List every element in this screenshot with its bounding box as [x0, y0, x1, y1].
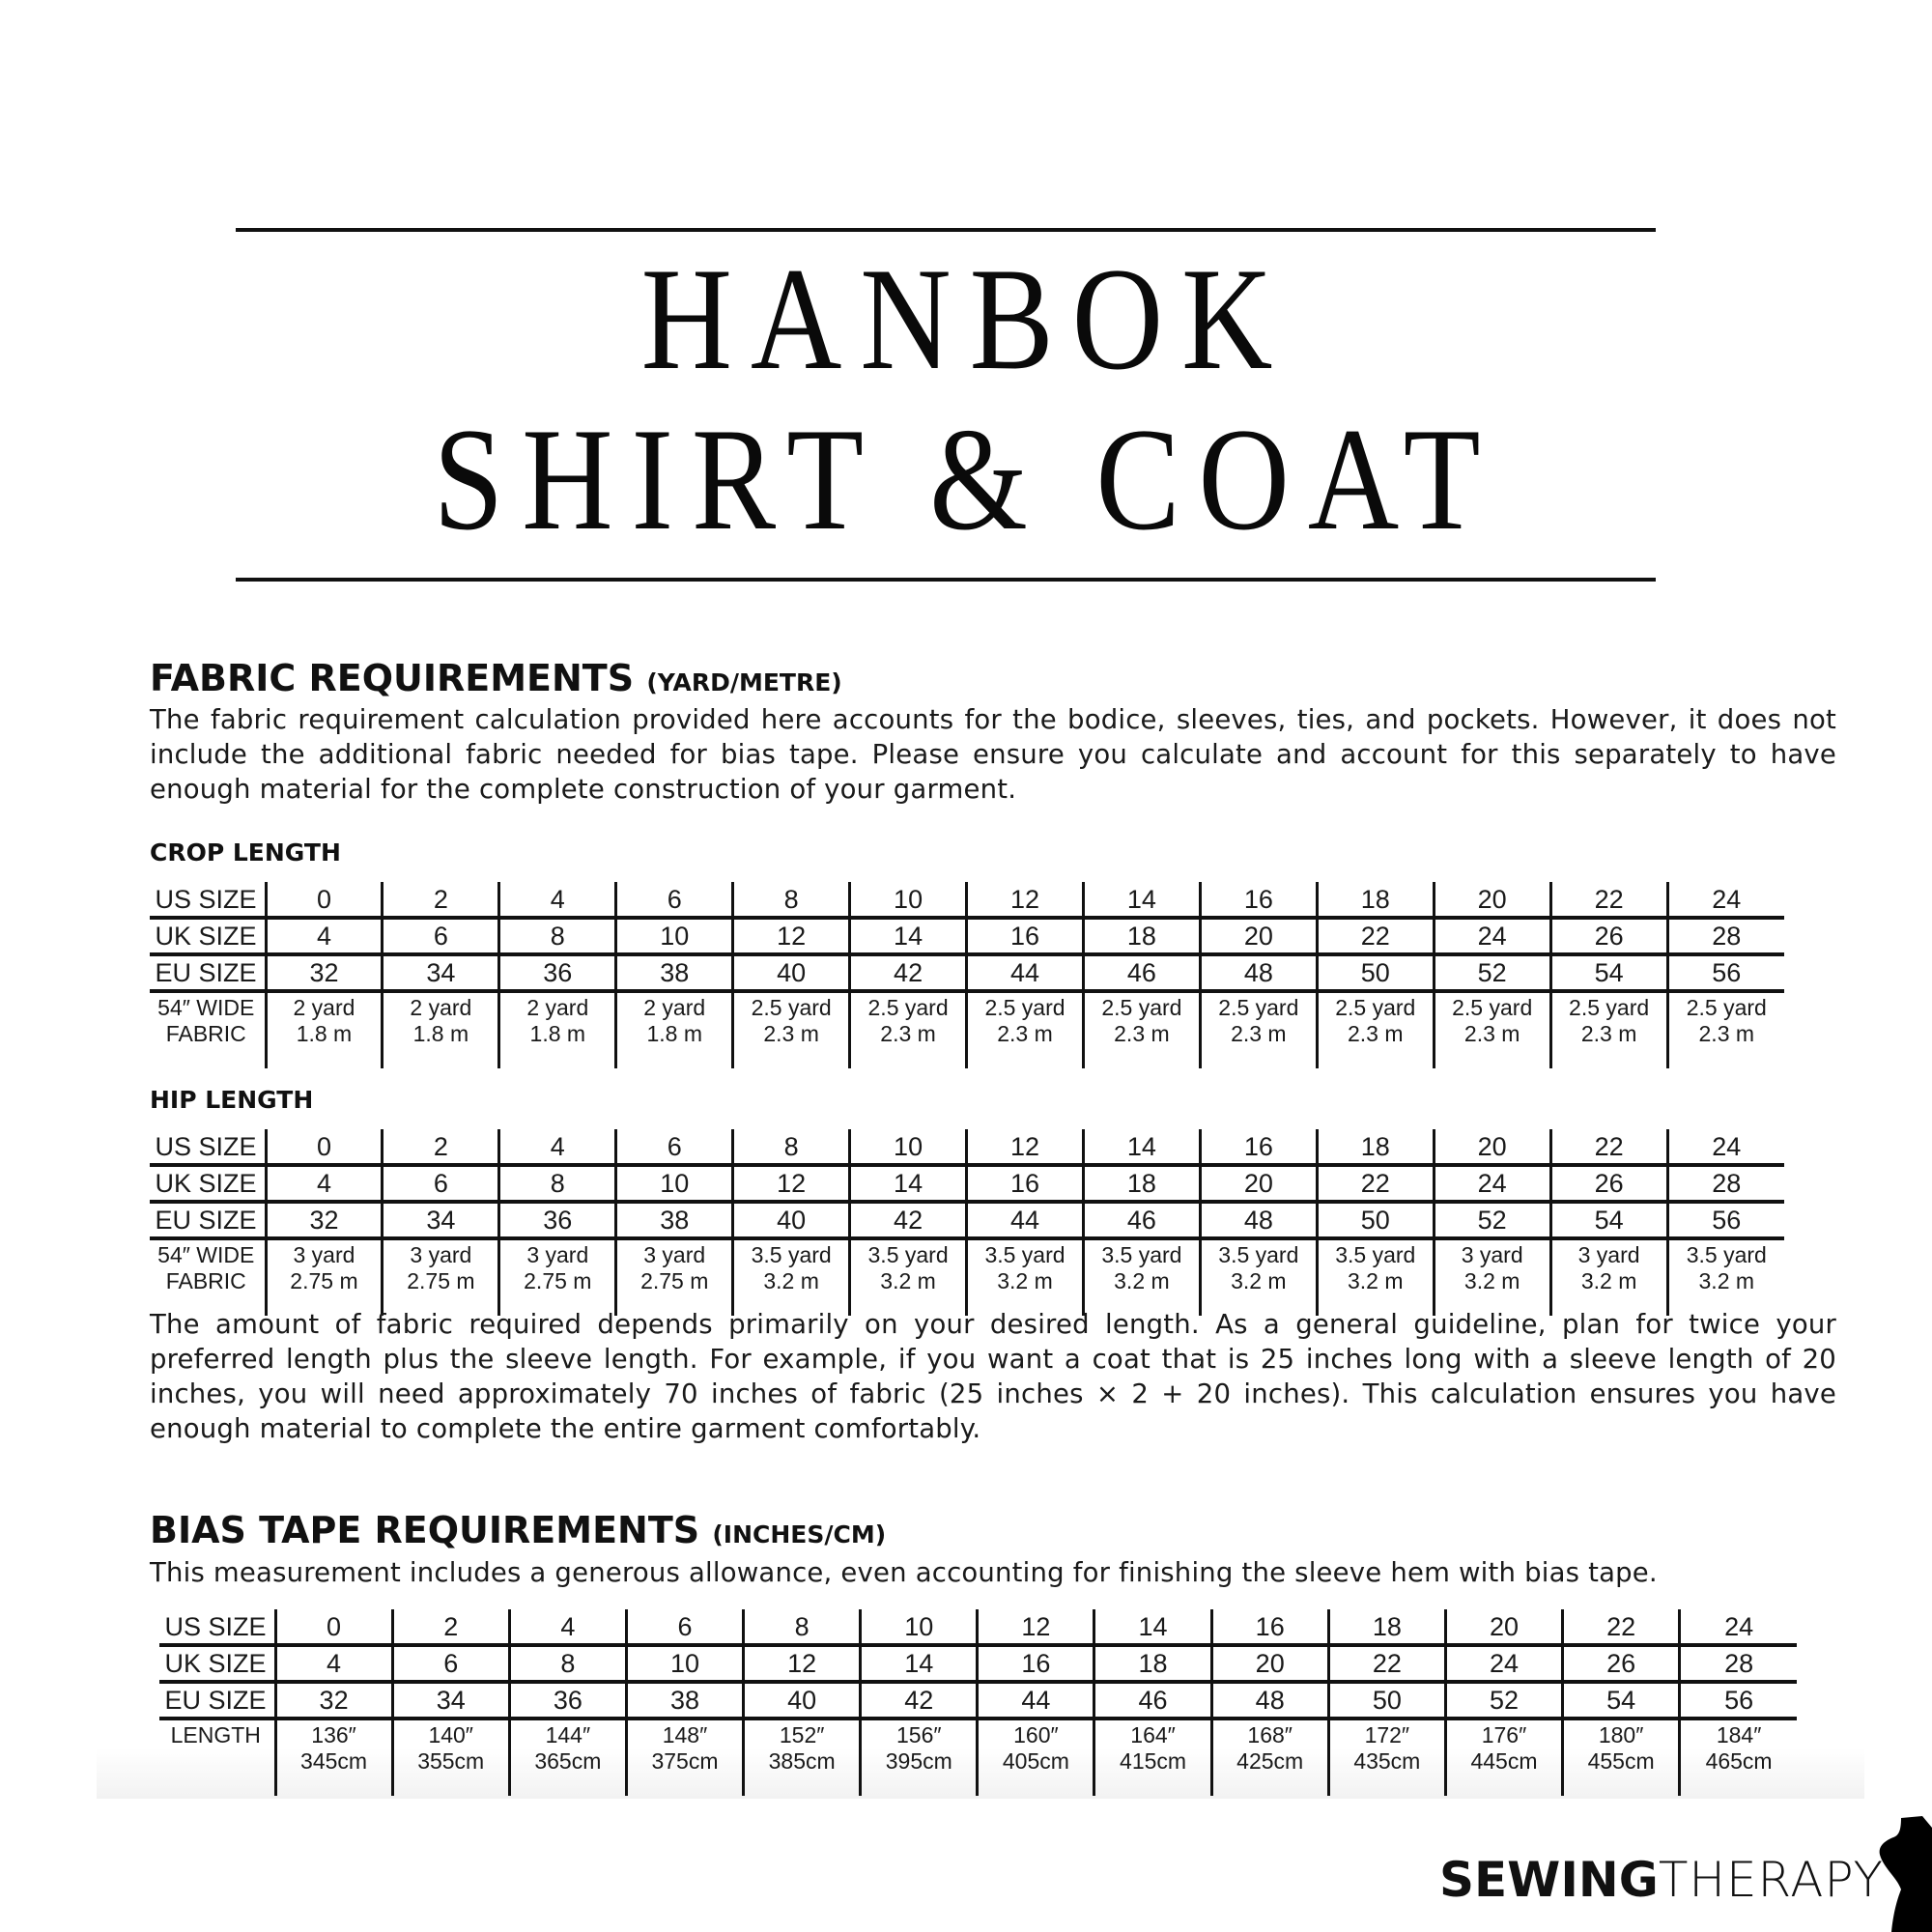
- table-cell: 38: [616, 954, 733, 991]
- cell-line-1: 3.5 yard: [984, 1242, 1065, 1267]
- table-cell: [1317, 991, 1434, 1068]
- table-cell: [499, 991, 616, 1068]
- cell-line-1: 2.5 yard: [751, 995, 832, 1020]
- title-rule-bottom: [236, 578, 1656, 582]
- bias-tape-table: [159, 1609, 1797, 1796]
- table-cell: 2: [383, 1129, 499, 1165]
- cell-line-2: 2.3 m: [1698, 1021, 1755, 1046]
- table-cell: [1445, 1719, 1562, 1796]
- table-cell: 18: [1317, 1129, 1434, 1165]
- fabric-heading-text: FABRIC REQUIREMENTS: [150, 657, 635, 699]
- table-cell: 14: [861, 1645, 978, 1682]
- cell-line-1: 3.5 yard: [1101, 1242, 1182, 1267]
- table-cell: 10: [861, 1609, 978, 1645]
- logo-text-bold: SEWING: [1439, 1852, 1659, 1908]
- cell-line-2: 2.75 m: [290, 1268, 358, 1293]
- cell-line-1: 2.5 yard: [1686, 995, 1767, 1020]
- cell-line-1: 3 yard: [643, 1242, 706, 1267]
- cell-line-1: 2 yard: [293, 995, 355, 1020]
- table-cell: [978, 1719, 1094, 1796]
- cell-line-2: 3.2 m: [763, 1268, 819, 1293]
- table-cell: 34: [383, 1202, 499, 1238]
- table-cell: 22: [1563, 1609, 1680, 1645]
- cell-line-2: 3.2 m: [1698, 1268, 1755, 1293]
- table-cell: 54: [1550, 1202, 1667, 1238]
- table-cell: 18: [1083, 1165, 1200, 1202]
- table-cell: 40: [744, 1682, 861, 1719]
- cell-line-1: 2.5 yard: [1335, 995, 1416, 1020]
- cell-line-2: 2.3 m: [1231, 1021, 1287, 1046]
- table-cell: 24: [1445, 1645, 1562, 1682]
- fabric-intro-paragraph: The fabric requirement calculation provided here accounts for the bodice, sleeves, ties, and pockets. However, it does not include the additional fabric needed for bias tape. Please ensure you calculate and account for this separately to have enough material for the complete construction of your garment.: [150, 704, 1836, 805]
- table-cell: 10: [616, 1165, 733, 1202]
- cell-line-1: 3.5 yard: [1686, 1242, 1767, 1267]
- table-cell: 0: [275, 1609, 392, 1645]
- table-cell: 2: [392, 1609, 509, 1645]
- cell-line-2: 2.75 m: [407, 1268, 475, 1293]
- table-row-us: [159, 1609, 1797, 1645]
- table-cell: 22: [1550, 1129, 1667, 1165]
- table-cell: [1200, 991, 1317, 1068]
- cell-line-2: 1.8 m: [412, 1021, 469, 1046]
- table-row-uk: [159, 1645, 1797, 1682]
- table-cell: 6: [383, 918, 499, 954]
- table-cell: [1094, 1719, 1211, 1796]
- table-cell: [967, 1238, 1084, 1316]
- cell-line-2: 1.8 m: [646, 1021, 702, 1046]
- cell-line-1: 184″: [1716, 1722, 1762, 1747]
- table-cell: 42: [861, 1682, 978, 1719]
- cell-line-2: 365cm: [534, 1748, 602, 1774]
- table-cell: [1317, 1238, 1434, 1316]
- table-row-length: [159, 1719, 1797, 1796]
- cell-line-1: 3 yard: [1577, 1242, 1640, 1267]
- table-cell: [850, 991, 967, 1068]
- table-cell: 8: [733, 1129, 850, 1165]
- table-cell: 24: [1434, 1165, 1550, 1202]
- cell-line-2: 2.3 m: [1347, 1021, 1404, 1046]
- cell-line-1: 168″: [1247, 1722, 1293, 1747]
- table-cell: 8: [509, 1645, 626, 1682]
- table-cell: [275, 1719, 392, 1796]
- table-cell: [616, 991, 733, 1068]
- table-cell: 8: [499, 918, 616, 954]
- table-cell: [383, 1238, 499, 1316]
- table-cell: 22: [1550, 882, 1667, 918]
- table-cell: 42: [850, 954, 967, 991]
- cell-line-1: 2 yard: [410, 995, 472, 1020]
- table-cell: 44: [978, 1682, 1094, 1719]
- table-cell: 52: [1434, 954, 1550, 991]
- table-cell: 20: [1200, 918, 1317, 954]
- cell-line-2: 385cm: [768, 1748, 836, 1774]
- cell-line-2: 3.2 m: [1580, 1268, 1637, 1293]
- table-cell: 50: [1328, 1682, 1445, 1719]
- fabric-heading-unit: (YARD/METRE): [646, 668, 842, 696]
- table-cell: 34: [383, 954, 499, 991]
- row-label-fabric: [150, 991, 266, 1068]
- cell-line-1: 2 yard: [643, 995, 706, 1020]
- cell-line-2: 3.2 m: [997, 1268, 1053, 1293]
- cell-line-2: 3.2 m: [1231, 1268, 1287, 1293]
- table-cell: [967, 991, 1084, 1068]
- table-cell: 36: [499, 954, 616, 991]
- table-cell: 56: [1680, 1682, 1797, 1719]
- cell-line-1: 2.5 yard: [1569, 995, 1650, 1020]
- table-cell: 6: [383, 1165, 499, 1202]
- cell-line-2: 465cm: [1705, 1748, 1773, 1774]
- table-cell: 52: [1434, 1202, 1550, 1238]
- table-cell: 36: [499, 1202, 616, 1238]
- crop-length-table: [150, 882, 1784, 1068]
- cell-line-1: 136″: [311, 1722, 356, 1747]
- cell-line-2: 395cm: [885, 1748, 952, 1774]
- cell-line-1: 3.5 yard: [1335, 1242, 1416, 1267]
- cell-line-2: 1.8 m: [296, 1021, 353, 1046]
- cell-line-1: 2.5 yard: [984, 995, 1065, 1020]
- cell-line-1: 3.5 yard: [1218, 1242, 1299, 1267]
- table-cell: 50: [1317, 954, 1434, 991]
- row-label-us: US SIZE: [150, 882, 266, 918]
- cell-line-2: 345cm: [300, 1748, 368, 1774]
- row-label-line: FABRIC: [165, 1268, 246, 1293]
- table-cell: 38: [616, 1202, 733, 1238]
- table-cell: 24: [1667, 1129, 1784, 1165]
- table-cell: 4: [266, 1165, 383, 1202]
- cell-line-1: 152″: [779, 1722, 825, 1747]
- table-cell: 14: [1083, 882, 1200, 918]
- cell-line-1: 172″: [1364, 1722, 1410, 1747]
- table-cell: 0: [266, 882, 383, 918]
- row-label-eu: EU SIZE: [150, 1202, 266, 1238]
- table-cell: 56: [1667, 954, 1784, 991]
- bias-tape-heading: [150, 1509, 886, 1551]
- table-cell: 14: [1094, 1609, 1211, 1645]
- row-label-line: FABRIC: [165, 1021, 246, 1046]
- cell-line-1: 2.5 yard: [1452, 995, 1533, 1020]
- table-cell: 10: [850, 1129, 967, 1165]
- table-cell: 4: [499, 1129, 616, 1165]
- table-row-fabric: [150, 991, 1784, 1068]
- table-cell: 26: [1550, 918, 1667, 954]
- cell-line-1: 2 yard: [526, 995, 589, 1020]
- cell-line-1: 148″: [662, 1722, 708, 1747]
- table-cell: 4: [509, 1609, 626, 1645]
- cell-line-1: 2.5 yard: [1218, 995, 1299, 1020]
- row-label-uk: UK SIZE: [159, 1645, 275, 1682]
- row-label-length: LENGTH: [170, 1722, 261, 1747]
- table-cell: 46: [1083, 954, 1200, 991]
- table-cell: 16: [1200, 1129, 1317, 1165]
- cell-line-1: 3 yard: [410, 1242, 472, 1267]
- table-cell: 12: [733, 918, 850, 954]
- table-cell: 18: [1328, 1609, 1445, 1645]
- table-cell: 26: [1550, 1165, 1667, 1202]
- table-row-uk: [150, 918, 1784, 954]
- bias-heading-text: BIAS TAPE REQUIREMENTS: [150, 1509, 700, 1551]
- table-cell: 8: [499, 1165, 616, 1202]
- table-cell: 34: [392, 1682, 509, 1719]
- cell-line-2: 2.75 m: [524, 1268, 592, 1293]
- table-cell: [1083, 1238, 1200, 1316]
- cell-line-2: 2.3 m: [1463, 1021, 1520, 1046]
- table-cell: 26: [1563, 1645, 1680, 1682]
- fabric-requirements-heading: [150, 657, 842, 699]
- row-label-line: 54″ WIDE: [157, 995, 255, 1020]
- cell-line-2: 3.2 m: [1114, 1268, 1170, 1293]
- table-cell: 56: [1667, 1202, 1784, 1238]
- table-cell: [1563, 1719, 1680, 1796]
- table-cell: 6: [392, 1645, 509, 1682]
- cell-line-1: 2.5 yard: [1101, 995, 1182, 1020]
- table-cell: 52: [1445, 1682, 1562, 1719]
- cell-line-1: 3.5 yard: [751, 1242, 832, 1267]
- table-cell: 32: [266, 1202, 383, 1238]
- table-cell: 46: [1083, 1202, 1200, 1238]
- table-cell: 24: [1680, 1609, 1797, 1645]
- table-cell: [626, 1719, 743, 1796]
- table-cell: 40: [733, 1202, 850, 1238]
- table-cell: 8: [733, 882, 850, 918]
- table-cell: 44: [967, 954, 1084, 991]
- table-cell: [266, 991, 383, 1068]
- table-cell: 12: [967, 1129, 1084, 1165]
- sewing-therapy-logo: [1439, 1853, 1884, 1907]
- table-cell: [861, 1719, 978, 1796]
- table-cell: 4: [499, 882, 616, 918]
- table-row-us: [150, 1129, 1784, 1165]
- cell-line-2: 405cm: [1002, 1748, 1069, 1774]
- table-cell: [266, 1238, 383, 1316]
- dress-form-icon: [1872, 1816, 1932, 1932]
- table-cell: 42: [850, 1202, 967, 1238]
- row-label-eu: EU SIZE: [159, 1682, 275, 1719]
- table-cell: 44: [967, 1202, 1084, 1238]
- table-cell: 20: [1434, 882, 1550, 918]
- table-cell: 24: [1434, 918, 1550, 954]
- table-cell: [1667, 1238, 1784, 1316]
- row-label-uk: UK SIZE: [150, 1165, 266, 1202]
- table-cell: 48: [1200, 954, 1317, 991]
- table-cell: 48: [1211, 1682, 1328, 1719]
- table-cell: 6: [616, 1129, 733, 1165]
- table-cell: 10: [616, 918, 733, 954]
- table-cell: [1434, 991, 1550, 1068]
- table-cell: [744, 1719, 861, 1796]
- table-row-fabric: [150, 1238, 1784, 1316]
- table-cell: 24: [1667, 882, 1784, 918]
- table-cell: 22: [1328, 1645, 1445, 1682]
- table-cell: 20: [1200, 1165, 1317, 1202]
- table-cell: [1680, 1719, 1797, 1796]
- table-cell: 16: [1211, 1609, 1328, 1645]
- table-cell: 16: [1200, 882, 1317, 918]
- cell-line-2: 2.3 m: [880, 1021, 936, 1046]
- cell-line-2: 2.3 m: [997, 1021, 1053, 1046]
- table-cell: [733, 991, 850, 1068]
- table-cell: 12: [978, 1609, 1094, 1645]
- fabric-guideline-paragraph: The amount of fabric required depends primarily on your desired length. As a general guideline, plan for twice your preferred length plus the sleeve length. For example, if you want a coat that is 25 inches long with a sleeve length of 20 inches, you will need approximately 70 inches of fabric (25 inches × 2 + 20 inches). This calculation ensures you have enough material to complete the entire garment comfortably.: [150, 1309, 1836, 1444]
- cell-line-1: 144″: [545, 1722, 591, 1747]
- title-line-1: HANBOK: [640, 238, 1292, 400]
- row-label-us: US SIZE: [150, 1129, 266, 1165]
- table-cell: [1083, 991, 1200, 1068]
- table-cell: 22: [1317, 918, 1434, 954]
- table-cell: 12: [967, 882, 1084, 918]
- table-cell: 8: [744, 1609, 861, 1645]
- table-cell: 16: [967, 918, 1084, 954]
- table-row-eu: [150, 954, 1784, 991]
- row-label-us: US SIZE: [159, 1609, 275, 1645]
- cell-line-2: 3.2 m: [1463, 1268, 1520, 1293]
- table-cell: 50: [1317, 1202, 1434, 1238]
- table-cell: 36: [509, 1682, 626, 1719]
- cell-line-2: 2.3 m: [1580, 1021, 1637, 1046]
- table-cell: 0: [266, 1129, 383, 1165]
- table-cell: 16: [967, 1165, 1084, 1202]
- table-cell: 14: [1083, 1129, 1200, 1165]
- hip-length-table: [150, 1129, 1784, 1316]
- table-cell: [1550, 1238, 1667, 1316]
- table-cell: 28: [1680, 1645, 1797, 1682]
- cell-line-2: 1.8 m: [529, 1021, 586, 1046]
- table-row-us: [150, 882, 1784, 918]
- table-cell: [1550, 991, 1667, 1068]
- table-cell: 14: [850, 1165, 967, 1202]
- crop-length-heading: CROP LENGTH: [150, 838, 341, 867]
- table-cell: 32: [266, 954, 383, 991]
- table-cell: [392, 1719, 509, 1796]
- cell-line-2: 3.2 m: [1347, 1268, 1404, 1293]
- cell-line-1: 140″: [428, 1722, 473, 1747]
- table-cell: 18: [1083, 918, 1200, 954]
- table-cell: 32: [275, 1682, 392, 1719]
- table-cell: 6: [616, 882, 733, 918]
- table-cell: 20: [1211, 1645, 1328, 1682]
- cell-line-1: 156″: [896, 1722, 942, 1747]
- table-cell: 18: [1317, 882, 1434, 918]
- table-cell: 28: [1667, 1165, 1784, 1202]
- table-cell: 12: [733, 1165, 850, 1202]
- table-cell: [509, 1719, 626, 1796]
- cell-line-2: 455cm: [1587, 1748, 1655, 1774]
- cell-line-1: 176″: [1481, 1722, 1527, 1747]
- cell-line-2: 435cm: [1353, 1748, 1421, 1774]
- table-cell: [1200, 1238, 1317, 1316]
- table-cell: 54: [1563, 1682, 1680, 1719]
- table-cell: 14: [850, 918, 967, 954]
- cell-line-1: 3.5 yard: [867, 1242, 949, 1267]
- table-cell: 12: [744, 1645, 861, 1682]
- cell-line-1: 3 yard: [526, 1242, 589, 1267]
- table-cell: 6: [626, 1609, 743, 1645]
- table-cell: 40: [733, 954, 850, 991]
- cell-line-2: 375cm: [651, 1748, 719, 1774]
- cell-line-1: 160″: [1013, 1722, 1059, 1747]
- logo-text-light: THERAPY: [1658, 1852, 1885, 1908]
- table-row-eu: [150, 1202, 1784, 1238]
- title-rule-top: [236, 228, 1656, 232]
- cell-line-2: 3.2 m: [880, 1268, 936, 1293]
- table-row-eu: [159, 1682, 1797, 1719]
- table-cell: 4: [266, 918, 383, 954]
- table-cell: 54: [1550, 954, 1667, 991]
- cell-line-1: 3 yard: [1461, 1242, 1523, 1267]
- table-cell: 46: [1094, 1682, 1211, 1719]
- bias-heading-unit: (INCHES/CM): [712, 1520, 887, 1548]
- cell-line-1: 3 yard: [293, 1242, 355, 1267]
- cell-line-2: 415cm: [1120, 1748, 1187, 1774]
- hip-length-heading: HIP LENGTH: [150, 1086, 314, 1114]
- table-cell: 4: [275, 1645, 392, 1682]
- table-cell: 28: [1667, 918, 1784, 954]
- table-cell: [499, 1238, 616, 1316]
- row-label-line: 54″ WIDE: [157, 1242, 255, 1267]
- cell-line-2: 2.3 m: [1114, 1021, 1170, 1046]
- title-line-2: SHIRT & COAT: [433, 398, 1499, 560]
- table-cell: 18: [1094, 1645, 1211, 1682]
- table-cell: 22: [1317, 1165, 1434, 1202]
- row-label-fabric: [150, 1238, 266, 1316]
- table-cell: [1667, 991, 1784, 1068]
- table-cell: 20: [1445, 1609, 1562, 1645]
- table-cell: 2: [383, 882, 499, 918]
- cell-line-2: 2.3 m: [763, 1021, 819, 1046]
- cell-line-1: 2.5 yard: [867, 995, 949, 1020]
- row-label-uk: UK SIZE: [150, 918, 266, 954]
- cell-line-1: 164″: [1130, 1722, 1176, 1747]
- table-cell: 10: [626, 1645, 743, 1682]
- table-cell: [1211, 1719, 1328, 1796]
- table-cell: 10: [850, 882, 967, 918]
- table-cell: [850, 1238, 967, 1316]
- table-cell: 20: [1434, 1129, 1550, 1165]
- cell-line-2: 355cm: [417, 1748, 485, 1774]
- bias-intro-paragraph: This measurement includes a generous allowance, even accounting for finishing the sleeve hem with bias tape.: [150, 1557, 1658, 1588]
- table-cell: [1434, 1238, 1550, 1316]
- table-cell: 38: [626, 1682, 743, 1719]
- table-cell: [383, 991, 499, 1068]
- table-cell: 48: [1200, 1202, 1317, 1238]
- table-cell: 16: [978, 1645, 1094, 1682]
- table-cell: [733, 1238, 850, 1316]
- cell-line-1: 180″: [1598, 1722, 1644, 1747]
- cell-line-2: 445cm: [1470, 1748, 1538, 1774]
- table-row-uk: [150, 1165, 1784, 1202]
- table-cell: [1328, 1719, 1445, 1796]
- row-label-eu: EU SIZE: [150, 954, 266, 991]
- table-cell: [616, 1238, 733, 1316]
- cell-line-2: 2.75 m: [640, 1268, 709, 1293]
- cell-line-2: 425cm: [1236, 1748, 1304, 1774]
